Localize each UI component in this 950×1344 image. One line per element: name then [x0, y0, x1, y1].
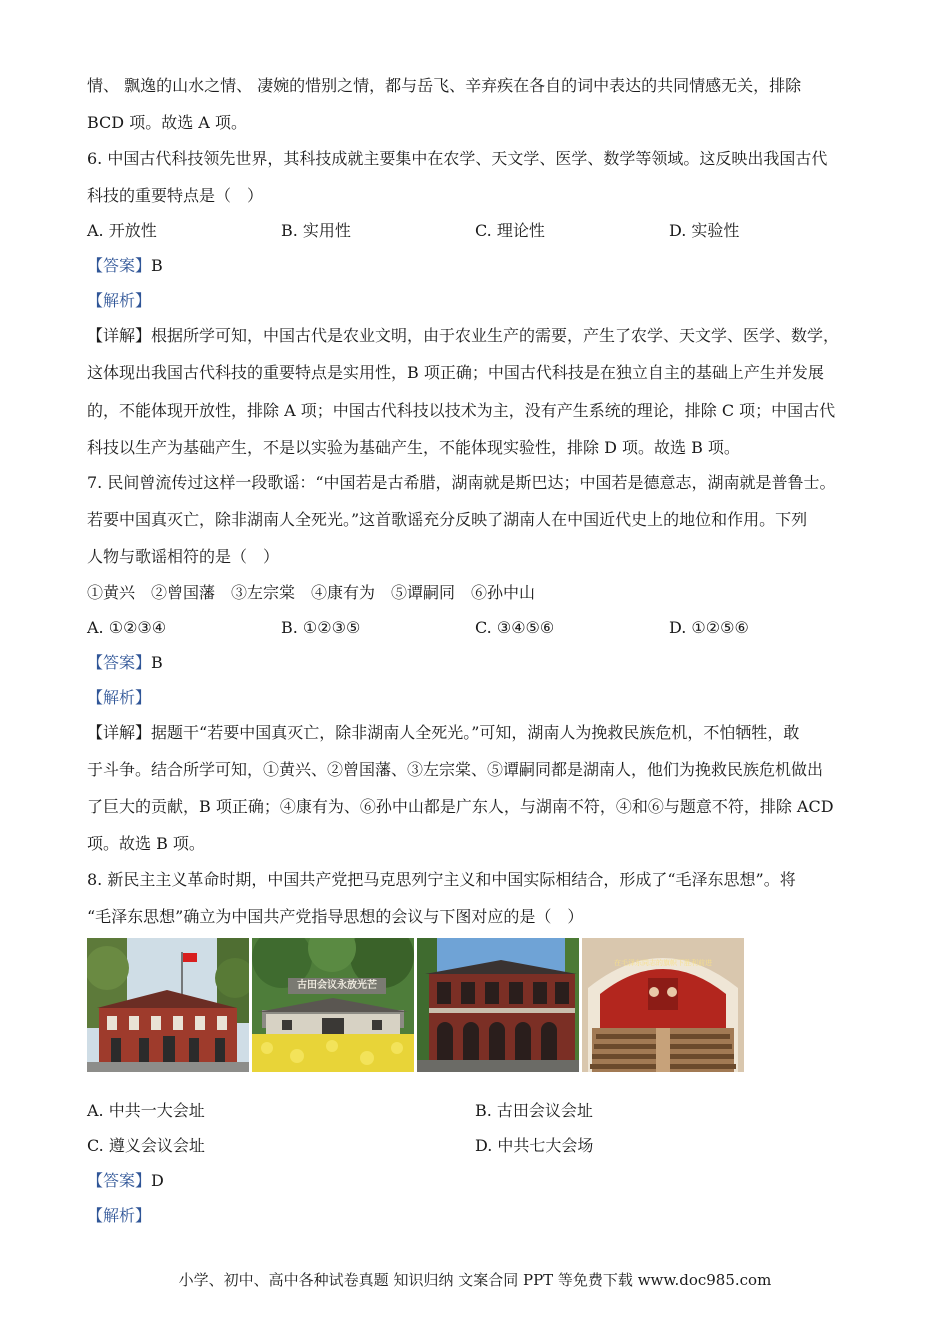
q6-option-a: A. 开放性: [87, 221, 157, 240]
detail-text: 根据所学可知，中国古代是农业文明，由于农业生产的需要，产生了农学、天文学、医学、数学，: [151, 326, 840, 345]
q6-option-b: B. 实用性: [281, 221, 351, 240]
q6-detail-line-1: [87, 325, 839, 347]
q7-detail-line-3: 了巨大的贡献，B 项正确；④康有为、⑥孙中山都是广东人，与湖南不符，④和⑥与题意不符，排除 ACD: [87, 797, 834, 816]
answer-value: B: [151, 653, 163, 672]
q8-option-a: A. 中共一大会址: [87, 1101, 205, 1120]
answer-tag: 【答案】: [87, 1171, 152, 1190]
q7-detail-line-4: 项。故选 B 项。: [87, 834, 205, 853]
answer-value: B: [151, 256, 163, 275]
intro-line-2: BCD 项。故选 A 项。: [87, 113, 247, 132]
gutian-sign-text: 古田会议永放光芒: [297, 980, 377, 991]
q7-stem-line-1: 7. 民间曾流传过这样一段歌谣：“中国若是古希腊，湖南就是斯巴达；中国若是德意志，湖南就是普鲁士。: [87, 473, 836, 492]
photo-zunyi-site: [417, 938, 579, 1072]
q7-detail-line-2: 于斗争。结合所学可知，①黄兴、②曾国藩、③左宗棠、⑤谭嗣同都是湖南人，他们为挽救民族危机做出: [87, 760, 824, 779]
answer-tag: 【答案】: [87, 653, 152, 672]
q7-analysis-tag: 【解析】: [87, 688, 152, 707]
q6-option-d: D. 实验性: [669, 221, 740, 240]
congress-banner-text: 在毛泽东同志的旗帜下胜利前进: [614, 959, 712, 967]
photo-seventh-congress-hall: [582, 938, 744, 1072]
q7-option-a: A. ①②③④: [87, 618, 167, 637]
q7-option-d: D. ①②⑤⑥: [669, 618, 749, 637]
q8-stem-line-1: 8. 新民主主义革命时期，中国共产党把马克思列宁主义和中国实际相结合，形成了“毛泽东思想”。将: [87, 870, 796, 889]
detail-tag: 【详解】: [87, 723, 152, 742]
q6-stem-line-1: 6. 中国古代科技领先世界，其科技成就主要集中在农学、天文学、医学、数学等领域。这反映出我国古代: [87, 149, 828, 168]
q7-stem-line-2: 若要中国真灭亡，除非湖南人全死光。”这首歌谣充分反映了湖南人在中国近代史上的地位和作用。下列: [87, 510, 808, 529]
q8-option-d: D. 中共七大会场: [475, 1136, 594, 1155]
intro-line-1: 情、 飘逸的山水之情、 凄婉的惜别之情，都与岳飞、辛弃疾在各自的词中表达的共同情感无关，排除: [87, 76, 802, 95]
q7-answer: [87, 652, 163, 674]
q6-stem-line-2: 科技的重要特点是（ ）: [87, 186, 264, 205]
q6-detail-line-4: 科技以生产为基础产生，不是以实验为基础产生，不能体现实验性，排除 D 项。故选 B 项。: [87, 438, 740, 457]
photo-gutian-site: [252, 938, 414, 1072]
q6-analysis-tag: 【解析】: [87, 291, 152, 310]
q6-detail-line-2: 这体现出我国古代科技的重要特点是实用性，B 项正确；中国古代科技是在独立自主的基础上产生并发展: [87, 363, 824, 382]
photo-red-brick-building: [87, 938, 249, 1072]
answer-tag: 【答案】: [87, 256, 152, 275]
detail-text: 据题干“若要中国真灭亡，除非湖南人全死光。”可知，湖南人为挽救民族危机，不怕牺牲，敢: [151, 723, 800, 742]
q8-stem-line-2: “毛泽东思想”确立为中国共产党指导思想的会议与下图对应的是（ ）: [87, 907, 584, 926]
q7-stem-line-3: 人物与歌谣相符的是（ ）: [87, 547, 280, 566]
q8-option-c: C. 遵义会议会址: [87, 1136, 205, 1155]
q8-analysis-tag: 【解析】: [87, 1206, 152, 1225]
detail-tag: 【详解】: [87, 326, 152, 345]
q6-option-c: C. 理论性: [475, 221, 545, 240]
q8-option-b: B. 古田会议会址: [475, 1101, 593, 1120]
q8-answer: [87, 1170, 164, 1192]
q8-photo-strip: [87, 938, 745, 1072]
q6-answer: [87, 255, 163, 277]
q7-person-list: ①黄兴 ②曾国藩 ③左宗棠 ④康有为 ⑤谭嗣同 ⑥孙中山: [87, 583, 536, 602]
q6-detail-line-3: 的，不能体现开放性，排除 A 项；中国古代科技以技术为主，没有产生系统的理论，排除 C 项；中国古代: [87, 401, 836, 420]
q7-detail-line-1: [87, 722, 799, 744]
q7-option-b: B. ①②③⑤: [281, 618, 361, 637]
page-footer: 小学、初中、高中各种试卷真题 知识归纳 文案合同 PPT 等免费下载 www.doc985.com: [178, 1271, 772, 1289]
q7-option-c: C. ③④⑤⑥: [475, 618, 555, 637]
answer-value: D: [151, 1171, 164, 1190]
